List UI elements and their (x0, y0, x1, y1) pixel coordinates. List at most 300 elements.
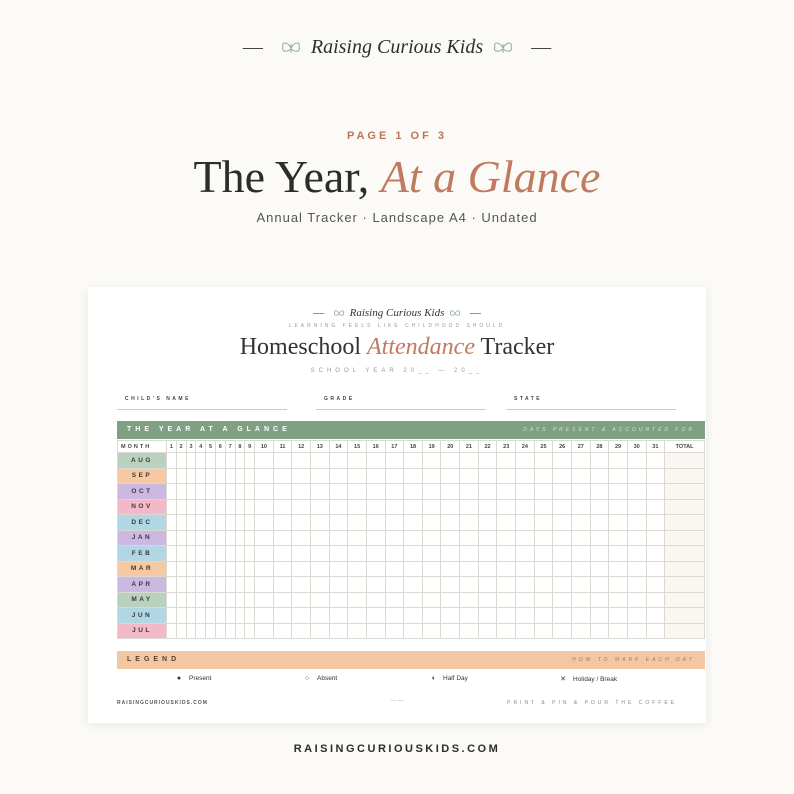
day-cell[interactable] (215, 592, 225, 608)
day-cell[interactable] (497, 592, 516, 608)
day-cell[interactable] (590, 592, 609, 608)
day-cell[interactable] (516, 592, 535, 608)
day-cell[interactable] (460, 530, 479, 546)
day-cell[interactable] (590, 499, 609, 515)
day-cell[interactable] (646, 499, 665, 515)
day-cell[interactable] (292, 577, 311, 593)
day-cell[interactable] (235, 484, 245, 500)
day-cell[interactable] (385, 561, 404, 577)
day-cell[interactable] (310, 515, 329, 531)
day-cell[interactable] (553, 515, 572, 531)
day-cell[interactable] (441, 592, 460, 608)
day-cell[interactable] (245, 608, 255, 624)
day-cell[interactable] (235, 499, 245, 515)
day-cell[interactable] (646, 561, 665, 577)
day-cell[interactable] (206, 577, 216, 593)
day-cell[interactable] (590, 623, 609, 639)
day-cell[interactable] (646, 592, 665, 608)
day-cell[interactable] (310, 577, 329, 593)
day-cell[interactable] (348, 623, 367, 639)
day-cell[interactable] (366, 623, 385, 639)
day-cell[interactable] (422, 484, 441, 500)
day-cell[interactable] (553, 577, 572, 593)
day-cell[interactable] (206, 546, 216, 562)
day-cell[interactable] (422, 608, 441, 624)
day-cell[interactable] (329, 561, 348, 577)
day-cell[interactable] (245, 592, 255, 608)
day-cell[interactable] (627, 468, 646, 484)
day-cell[interactable] (348, 484, 367, 500)
day-cell[interactable] (478, 453, 497, 469)
day-cell[interactable] (460, 468, 479, 484)
day-cell[interactable] (553, 623, 572, 639)
day-cell[interactable] (255, 592, 274, 608)
day-cell[interactable] (460, 515, 479, 531)
day-cell[interactable] (255, 546, 274, 562)
day-cell[interactable] (292, 608, 311, 624)
day-cell[interactable] (516, 515, 535, 531)
day-cell[interactable] (176, 530, 186, 546)
day-cell[interactable] (186, 577, 196, 593)
day-cell[interactable] (385, 608, 404, 624)
day-cell[interactable] (255, 561, 274, 577)
day-cell[interactable] (571, 577, 590, 593)
day-cell[interactable] (646, 623, 665, 639)
day-cell[interactable] (348, 468, 367, 484)
day-cell[interactable] (167, 592, 177, 608)
day-cell[interactable] (176, 453, 186, 469)
day-cell[interactable] (196, 577, 206, 593)
day-cell[interactable] (292, 453, 311, 469)
day-cell[interactable] (196, 453, 206, 469)
day-cell[interactable] (310, 608, 329, 624)
day-cell[interactable] (609, 499, 628, 515)
day-cell[interactable] (534, 484, 553, 500)
day-cell[interactable] (460, 484, 479, 500)
day-cell[interactable] (206, 515, 216, 531)
day-cell[interactable] (225, 561, 235, 577)
day-cell[interactable] (225, 453, 235, 469)
day-cell[interactable] (646, 484, 665, 500)
day-cell[interactable] (176, 468, 186, 484)
day-cell[interactable] (273, 546, 292, 562)
day-cell[interactable] (422, 623, 441, 639)
day-cell[interactable] (366, 577, 385, 593)
day-cell[interactable] (196, 530, 206, 546)
day-cell[interactable] (646, 530, 665, 546)
day-cell[interactable] (176, 577, 186, 593)
day-cell[interactable] (176, 546, 186, 562)
day-cell[interactable] (196, 561, 206, 577)
day-cell[interactable] (273, 484, 292, 500)
day-cell[interactable] (215, 623, 225, 639)
day-cell[interactable] (186, 592, 196, 608)
day-cell[interactable] (590, 546, 609, 562)
day-cell[interactable] (404, 484, 423, 500)
day-cell[interactable] (225, 623, 235, 639)
day-cell[interactable] (348, 561, 367, 577)
day-cell[interactable] (441, 546, 460, 562)
day-cell[interactable] (627, 530, 646, 546)
day-cell[interactable] (348, 592, 367, 608)
day-cell[interactable] (292, 592, 311, 608)
day-cell[interactable] (590, 577, 609, 593)
day-cell[interactable] (186, 484, 196, 500)
day-cell[interactable] (404, 499, 423, 515)
day-cell[interactable] (255, 577, 274, 593)
day-cell[interactable] (422, 592, 441, 608)
day-cell[interactable] (186, 561, 196, 577)
day-cell[interactable] (609, 592, 628, 608)
day-cell[interactable] (329, 468, 348, 484)
day-cell[interactable] (310, 484, 329, 500)
day-cell[interactable] (553, 608, 572, 624)
day-cell[interactable] (255, 499, 274, 515)
day-cell[interactable] (273, 530, 292, 546)
day-cell[interactable] (516, 623, 535, 639)
day-cell[interactable] (422, 546, 441, 562)
day-cell[interactable] (609, 608, 628, 624)
day-cell[interactable] (534, 515, 553, 531)
day-cell[interactable] (422, 453, 441, 469)
day-cell[interactable] (534, 592, 553, 608)
day-cell[interactable] (441, 577, 460, 593)
day-cell[interactable] (404, 561, 423, 577)
day-cell[interactable] (534, 623, 553, 639)
day-cell[interactable] (404, 546, 423, 562)
day-cell[interactable] (553, 453, 572, 469)
day-cell[interactable] (186, 515, 196, 531)
day-cell[interactable] (225, 530, 235, 546)
day-cell[interactable] (534, 530, 553, 546)
day-cell[interactable] (441, 608, 460, 624)
day-cell[interactable] (497, 623, 516, 639)
day-cell[interactable] (273, 453, 292, 469)
day-cell[interactable] (385, 577, 404, 593)
day-cell[interactable] (497, 561, 516, 577)
day-cell[interactable] (329, 577, 348, 593)
day-cell[interactable] (516, 468, 535, 484)
day-cell[interactable] (235, 577, 245, 593)
day-cell[interactable] (292, 499, 311, 515)
day-cell[interactable] (329, 453, 348, 469)
day-cell[interactable] (235, 468, 245, 484)
day-cell[interactable] (497, 546, 516, 562)
day-cell[interactable] (516, 499, 535, 515)
day-cell[interactable] (553, 530, 572, 546)
day-cell[interactable] (215, 515, 225, 531)
day-cell[interactable] (609, 577, 628, 593)
day-cell[interactable] (385, 484, 404, 500)
day-cell[interactable] (329, 530, 348, 546)
day-cell[interactable] (206, 453, 216, 469)
day-cell[interactable] (627, 484, 646, 500)
day-cell[interactable] (460, 623, 479, 639)
day-cell[interactable] (167, 561, 177, 577)
day-cell[interactable] (590, 484, 609, 500)
day-cell[interactable] (206, 499, 216, 515)
day-cell[interactable] (534, 453, 553, 469)
day-cell[interactable] (310, 592, 329, 608)
day-cell[interactable] (497, 515, 516, 531)
day-cell[interactable] (366, 499, 385, 515)
day-cell[interactable] (235, 515, 245, 531)
day-cell[interactable] (516, 453, 535, 469)
day-cell[interactable] (225, 515, 235, 531)
day-cell[interactable] (273, 623, 292, 639)
day-cell[interactable] (627, 515, 646, 531)
day-cell[interactable] (404, 608, 423, 624)
day-cell[interactable] (609, 530, 628, 546)
day-cell[interactable] (609, 623, 628, 639)
day-cell[interactable] (366, 453, 385, 469)
day-cell[interactable] (329, 484, 348, 500)
day-cell[interactable] (348, 530, 367, 546)
day-cell[interactable] (366, 530, 385, 546)
day-cell[interactable] (646, 608, 665, 624)
day-cell[interactable] (571, 515, 590, 531)
day-cell[interactable] (609, 561, 628, 577)
day-cell[interactable] (534, 608, 553, 624)
day-cell[interactable] (646, 453, 665, 469)
day-cell[interactable] (329, 608, 348, 624)
day-cell[interactable] (478, 484, 497, 500)
total-cell[interactable] (665, 530, 705, 546)
day-cell[interactable] (196, 592, 206, 608)
day-cell[interactable] (310, 530, 329, 546)
day-cell[interactable] (385, 453, 404, 469)
day-cell[interactable] (627, 592, 646, 608)
day-cell[interactable] (460, 499, 479, 515)
day-cell[interactable] (329, 515, 348, 531)
day-cell[interactable] (385, 515, 404, 531)
day-cell[interactable] (310, 623, 329, 639)
day-cell[interactable] (176, 484, 186, 500)
day-cell[interactable] (273, 515, 292, 531)
day-cell[interactable] (404, 515, 423, 531)
day-cell[interactable] (609, 546, 628, 562)
day-cell[interactable] (167, 515, 177, 531)
day-cell[interactable] (478, 592, 497, 608)
day-cell[interactable] (186, 453, 196, 469)
day-cell[interactable] (516, 561, 535, 577)
day-cell[interactable] (235, 608, 245, 624)
day-cell[interactable] (255, 530, 274, 546)
day-cell[interactable] (167, 577, 177, 593)
grade-field[interactable] (316, 387, 486, 410)
day-cell[interactable] (225, 577, 235, 593)
total-cell[interactable] (665, 592, 705, 608)
day-cell[interactable] (627, 608, 646, 624)
day-cell[interactable] (590, 515, 609, 531)
day-cell[interactable] (348, 499, 367, 515)
day-cell[interactable] (310, 468, 329, 484)
day-cell[interactable] (310, 561, 329, 577)
day-cell[interactable] (590, 468, 609, 484)
total-cell[interactable] (665, 484, 705, 500)
day-cell[interactable] (516, 577, 535, 593)
day-cell[interactable] (255, 468, 274, 484)
day-cell[interactable] (571, 499, 590, 515)
day-cell[interactable] (441, 453, 460, 469)
day-cell[interactable] (167, 608, 177, 624)
day-cell[interactable] (348, 515, 367, 531)
day-cell[interactable] (497, 530, 516, 546)
day-cell[interactable] (225, 546, 235, 562)
day-cell[interactable] (646, 515, 665, 531)
day-cell[interactable] (176, 515, 186, 531)
day-cell[interactable] (235, 623, 245, 639)
day-cell[interactable] (422, 499, 441, 515)
total-cell[interactable] (665, 561, 705, 577)
day-cell[interactable] (422, 515, 441, 531)
day-cell[interactable] (553, 546, 572, 562)
day-cell[interactable] (196, 515, 206, 531)
day-cell[interactable] (225, 468, 235, 484)
day-cell[interactable] (245, 546, 255, 562)
day-cell[interactable] (627, 623, 646, 639)
day-cell[interactable] (516, 546, 535, 562)
day-cell[interactable] (225, 608, 235, 624)
day-cell[interactable] (310, 546, 329, 562)
day-cell[interactable] (497, 468, 516, 484)
day-cell[interactable] (571, 530, 590, 546)
day-cell[interactable] (590, 530, 609, 546)
day-cell[interactable] (441, 623, 460, 639)
day-cell[interactable] (534, 499, 553, 515)
day-cell[interactable] (627, 499, 646, 515)
day-cell[interactable] (478, 499, 497, 515)
day-cell[interactable] (422, 561, 441, 577)
day-cell[interactable] (215, 577, 225, 593)
day-cell[interactable] (646, 577, 665, 593)
total-cell[interactable] (665, 546, 705, 562)
day-cell[interactable] (609, 468, 628, 484)
day-cell[interactable] (292, 515, 311, 531)
day-cell[interactable] (441, 561, 460, 577)
day-cell[interactable] (460, 592, 479, 608)
day-cell[interactable] (167, 499, 177, 515)
day-cell[interactable] (404, 468, 423, 484)
day-cell[interactable] (366, 484, 385, 500)
day-cell[interactable] (196, 484, 206, 500)
day-cell[interactable] (196, 468, 206, 484)
day-cell[interactable] (478, 468, 497, 484)
day-cell[interactable] (348, 453, 367, 469)
day-cell[interactable] (292, 623, 311, 639)
total-cell[interactable] (665, 468, 705, 484)
day-cell[interactable] (478, 515, 497, 531)
day-cell[interactable] (215, 530, 225, 546)
day-cell[interactable] (196, 499, 206, 515)
day-cell[interactable] (176, 608, 186, 624)
day-cell[interactable] (590, 608, 609, 624)
day-cell[interactable] (366, 546, 385, 562)
total-cell[interactable] (665, 499, 705, 515)
day-cell[interactable] (245, 577, 255, 593)
day-cell[interactable] (553, 592, 572, 608)
day-cell[interactable] (245, 530, 255, 546)
day-cell[interactable] (590, 453, 609, 469)
day-cell[interactable] (460, 561, 479, 577)
day-cell[interactable] (553, 561, 572, 577)
day-cell[interactable] (273, 468, 292, 484)
day-cell[interactable] (534, 468, 553, 484)
day-cell[interactable] (273, 592, 292, 608)
day-cell[interactable] (348, 546, 367, 562)
day-cell[interactable] (255, 453, 274, 469)
day-cell[interactable] (235, 561, 245, 577)
day-cell[interactable] (292, 546, 311, 562)
day-cell[interactable] (534, 546, 553, 562)
total-cell[interactable] (665, 608, 705, 624)
day-cell[interactable] (422, 468, 441, 484)
day-cell[interactable] (497, 577, 516, 593)
day-cell[interactable] (404, 592, 423, 608)
day-cell[interactable] (553, 484, 572, 500)
day-cell[interactable] (245, 623, 255, 639)
day-cell[interactable] (215, 453, 225, 469)
day-cell[interactable] (176, 592, 186, 608)
day-cell[interactable] (329, 592, 348, 608)
day-cell[interactable] (385, 546, 404, 562)
day-cell[interactable] (186, 468, 196, 484)
day-cell[interactable] (404, 577, 423, 593)
state-field[interactable] (506, 387, 676, 410)
day-cell[interactable] (478, 546, 497, 562)
day-cell[interactable] (215, 499, 225, 515)
day-cell[interactable] (186, 499, 196, 515)
day-cell[interactable] (460, 608, 479, 624)
day-cell[interactable] (196, 546, 206, 562)
day-cell[interactable] (497, 499, 516, 515)
day-cell[interactable] (609, 515, 628, 531)
day-cell[interactable] (627, 546, 646, 562)
day-cell[interactable] (646, 468, 665, 484)
day-cell[interactable] (478, 608, 497, 624)
day-cell[interactable] (422, 577, 441, 593)
day-cell[interactable] (292, 530, 311, 546)
day-cell[interactable] (176, 499, 186, 515)
child-name-field[interactable] (117, 387, 287, 410)
day-cell[interactable] (215, 561, 225, 577)
total-cell[interactable] (665, 515, 705, 531)
day-cell[interactable] (497, 608, 516, 624)
day-cell[interactable] (571, 468, 590, 484)
day-cell[interactable] (366, 561, 385, 577)
day-cell[interactable] (571, 623, 590, 639)
day-cell[interactable] (478, 561, 497, 577)
day-cell[interactable] (441, 530, 460, 546)
day-cell[interactable] (366, 608, 385, 624)
day-cell[interactable] (196, 608, 206, 624)
day-cell[interactable] (186, 608, 196, 624)
day-cell[interactable] (273, 499, 292, 515)
day-cell[interactable] (460, 546, 479, 562)
day-cell[interactable] (245, 484, 255, 500)
day-cell[interactable] (245, 453, 255, 469)
day-cell[interactable] (215, 608, 225, 624)
day-cell[interactable] (255, 515, 274, 531)
day-cell[interactable] (553, 499, 572, 515)
day-cell[interactable] (310, 499, 329, 515)
day-cell[interactable] (571, 484, 590, 500)
day-cell[interactable] (385, 499, 404, 515)
day-cell[interactable] (292, 561, 311, 577)
day-cell[interactable] (206, 592, 216, 608)
day-cell[interactable] (571, 453, 590, 469)
day-cell[interactable] (186, 530, 196, 546)
